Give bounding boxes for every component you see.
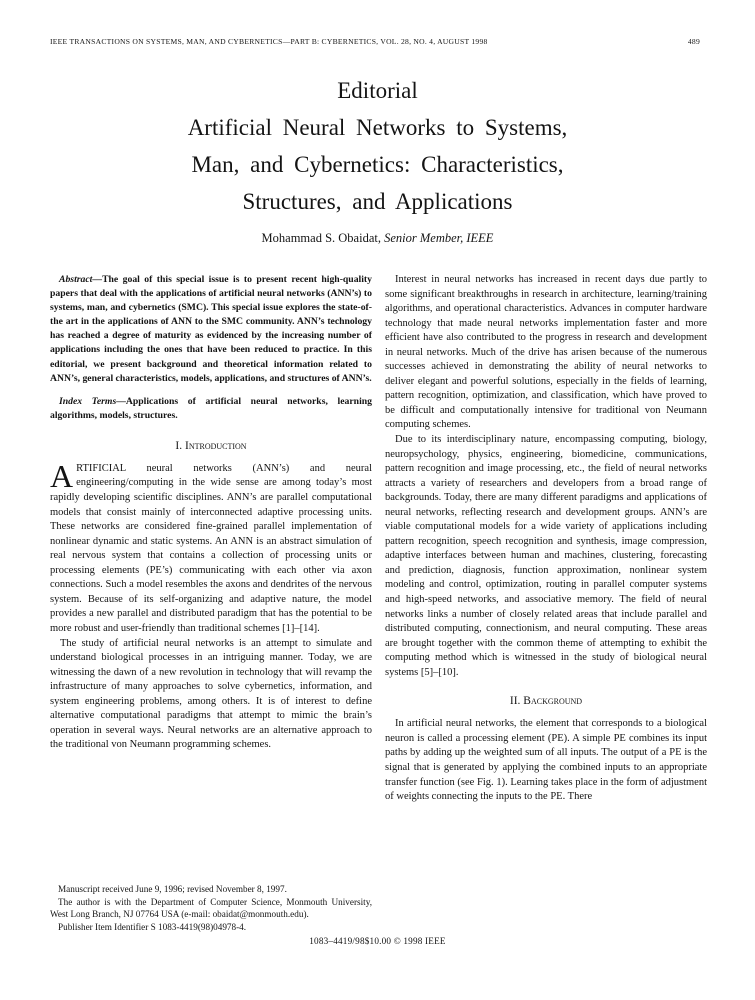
footnote-publisher-id: Publisher Item Identifier S 1083-4419(98)04978-4. <box>58 921 247 932</box>
page-number: 489 <box>687 37 700 46</box>
intro-paragraph-1-text: RTIFICIAL neural networks (ANN’s) and neural engineering/computing in the wide sense are among today’s most rapidly developing scientific disciplines. ANN’s are parallel computational models that consist mainly of interconnected adaptive processing units. These networks are considered fine-grained parallel implementation of nonlinear dynamic and static systems. An ANN is an abstract simulation of real nervous system that contains a collection of processing units or processing elements (PE’s) communicating with each other via axon connections. Such a model resembles the axons and dendrites of the nervous system. Because of its self-organizing and adaptive nature, the model provides a new parallel and distributed paradigm that has the potential to be more robust and user-friendly than traditional schemes [1]–[14]. <box>50 462 372 634</box>
abstract-label: Abstract— <box>59 274 103 285</box>
abstract-text: The goal of this special issue is to present recent high-quality papers that deal with the applications of artificial neural networks (ANN’s) to systems, man, and cybernetics (SMC). This special issue explores the state-of-the art in the applications of ANN to the SMC community. ANN’s technology has reached a degree of maturity as evidenced by the increasing number of applications including the ones that have been reduced to practice. In this editorial, we present background and theoretical information related to ANN’s, general characteristics, models, applications, and structures of ANN’s. <box>50 274 372 384</box>
article-title-line-1: Artificial Neural Networks to Systems, <box>187 115 568 140</box>
abstract <box>50 273 372 386</box>
author-name: Mohammad S. Obaidat, <box>261 231 385 245</box>
index-terms-label: Index Terms— <box>59 395 126 407</box>
intro-paragraph-3: Interest in neural networks has increased in recent days due partly to some significant breakthroughs in research in architecture, learning/training algorithms, and operational characteristics. Advances in computer hardware technology that made neural networks implementation faster and more efficient have also contributed to the progress in research and development in neural networks. Much of the drive has arisen because of the numerous successes achieved in demonstrating the ability of neural networks to deliver elegant and powerful solutions, especially in the fields of learning, pattern recognition, optimization, and classification, which have proved to be difficult and computationally intensive for traditional von Neumann computing schemes. <box>385 274 707 431</box>
journal-header-text: IEEE TRANSACTIONS ON SYSTEMS, MAN, AND CYBERNETICS—PART B: CYBERNETICS, VOL. 28, NO. 4, AUGUST 1998 <box>50 37 488 46</box>
author-membership: Senior Member, IEEE <box>384 231 494 245</box>
copyright-footer: 1083–4419/98$10.00 © 1998 IEEE <box>309 936 446 946</box>
intro-paragraph-1 <box>50 457 372 637</box>
title-block <box>0 72 755 246</box>
intro-paragraph-4: Due to its interdisciplinary nature, encompassing computing, biology, neuropsychology, physics, engineering, biomedicine, communications, pattern recognition and image processing, etc., the field of neural networks attracts a variety of researchers and developers from a broad range of backgrounds. Today, there are many different paradigms and applications of neural networks, reflecting research and development groups. ANN’s are viable computational models for a wide variety of applications including pattern recognition, speech recognition and synthesis, image compression, adaptive interfaces between human and machines, clustering, forecasting and prediction, diagnosis, function approximation, nonlinear system modeling and control, optimization, routing in parallel computer systems and high-speed networks, and associative memory. The field of neural networks links a number of closely related areas that include parallel and distributed computing, connectionism, and neural computing. These areas are brought together with the common theme of attempting to exhibit the computing method which is witnessed in the study of biological neural systems [5]–[10]. <box>385 434 707 678</box>
article-title-line-2: Man, and Cybernetics: Characteristics, <box>191 152 564 177</box>
right-column <box>385 273 707 935</box>
byline <box>0 231 755 246</box>
intro-paragraph-2: The study of artificial neural networks is an attempt to simulate and understand biological processes in an intriguing manner. Today, we are witnessing the dawn of a new revolution in technology that will revamp the infrastructure of many approaches to solve cybernetics, information, and system engineering problems, among others. It is of interest to define alternative computational paradigms that attempt to mimic the brain’s operation in several ways. Neural networks are an alternative approach to the traditional von Neumann programming schemes. <box>50 637 372 751</box>
index-terms-text: Applications of artificial neural networks, learning algorithms, models, structures. <box>50 395 372 421</box>
footnote-manuscript: Manuscript received June 9, 1996; revised November 8, 1997. <box>58 884 287 895</box>
article-title-line-3: Structures, and Applications <box>242 189 513 214</box>
editorial-kicker: Editorial <box>337 78 418 103</box>
intro-dropcap: A <box>50 457 74 494</box>
section-heading-introduction: I. Introduction <box>175 439 247 452</box>
index-terms <box>50 395 372 423</box>
running-header <box>50 37 700 46</box>
footnote-affiliation: The author is with the Department of Computer Science, Monmouth University, West Long Branch, NJ 07764 USA (e-mail: obaidat@monmouth.edu). <box>50 896 372 920</box>
first-page-footnote <box>50 883 372 933</box>
left-column <box>50 273 372 935</box>
article-title <box>0 109 755 220</box>
section-heading-background: II. Background <box>509 695 583 708</box>
background-paragraph-1: In artificial neural networks, the element that corresponds to a biological neuron is called a processing element (PE). A simple PE combines its input paths by adding up the weighted sum of all inputs. The output of a PE is the signal that is generated by applying the combined inputs to an appropriate transfer function (see Fig. 1). Learning takes place in the form of adjustment of weights connecting the inputs to the PE. There <box>385 718 707 803</box>
